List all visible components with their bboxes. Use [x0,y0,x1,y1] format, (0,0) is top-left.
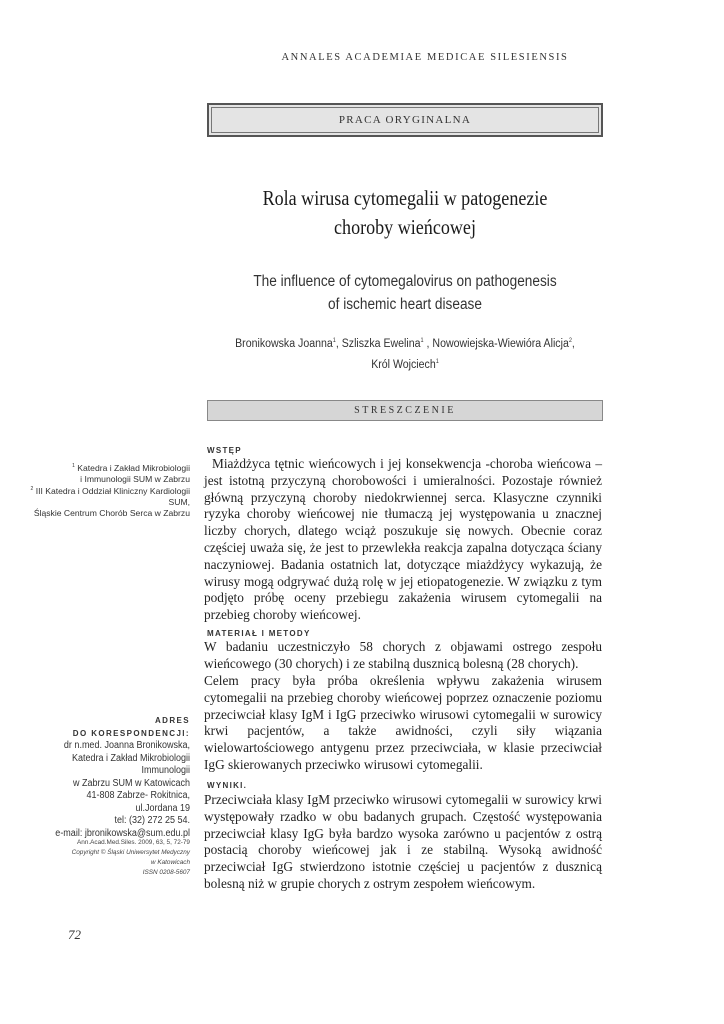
author-affiliation-sup: 2 [568,338,572,344]
affiliation-line: III Katedra i Oddział Kliniczny Kardiologii [35,486,190,497]
affiliation-line: SUM, [168,497,190,508]
page-number: 72 [68,927,81,942]
author-affiliation-sup: 1 [420,338,424,344]
section-heading-results: WYNIKI. [207,781,248,790]
correspondence-block [20,715,190,840]
article-title-en [231,270,579,316]
author-affiliation-sup: 1 [435,358,439,365]
author-name: Szliszka Ewelina [341,337,421,350]
citation-block [20,838,190,878]
correspondence-heading [20,715,190,740]
affiliations [20,461,190,519]
correspondence-line: dr n.med. Joanna Bronikowska, [63,740,190,751]
affiliation-1 [20,461,190,484]
affiliation-sup: 1 [72,463,75,469]
article-type: PRACA ORYGINALNA [211,107,599,133]
citation-copyright: w Katowicach [150,859,190,866]
title-pl-line-2: choroby wieńcowej [334,215,476,239]
correspondence-address [37,740,190,840]
citation-copyright: Copyright © Śląski Uniwersytet Medyczny [71,849,190,856]
section-paragraph: Celem pracy była próba określenia wpływu zakażenia wirusem cytomegalii na przebieg choroby wieńcowej poprzez oznaczenie poziomu przeciwciał klasy IgM i IgG przeciwko wirusowi cytomegalii w surowicy krwi pacjentów, a także awidności, czyli siły wiązania wielowartościowego antygenu przez przeciwciała, w klasie przeciwciał IgG skierowanych przeciwko wirusowi cytomegalii. [204,673,602,772]
section-heading-methods: MATERIAŁ I METODY [207,629,311,638]
correspondence-line: Katedra i Zakład Mikrobiologii Immunologii [71,752,190,776]
section-paragraph: W badaniu uczestniczyło 58 chorych z objawami ostrego zespołu wieńcowego (30 chorych) i ze stabilną dusznicą bolesną (28 chorych). [204,639,602,671]
section-paragraph: Przeciwciała klasy IgM przeciwko wirusowi cytomegalii w surowicy krwi występowały rzadko w obu badanych grupach. Częstość występowania przeciwciał klasy IgG była bardzo wysoka zarówno u pacjentów z ostrą postacią choroby wieńcowej jak i ze stabilną. Wysoką awidność przeciwciał IgG stwierdzono istotnie częściej u pacjentów z dusznicą bolesną niż w grupie chorych z ostrym zespołem wieńcowym. [204,792,602,891]
affiliation-line: i Immunologii SUM w Zabrzu [80,473,190,484]
article-type-box [207,103,603,137]
affiliation-sup: 2 [30,486,34,493]
correspondence-line: tel: (32) 272 25 54. [114,815,190,826]
affiliation-2 [20,484,190,518]
article-title-pl [235,184,576,242]
correspondence-email[interactable]: e-mail: jbronikowska@sum.edu.pl [55,827,190,839]
title-en-line-2: of ischemic heart disease [328,296,482,313]
citation-ref: Ann.Acad.Med.Siles. 2009, 63, 5, 72-79 [77,839,190,846]
affiliation-line: Katedra i Zakład Mikrobiologii [77,462,190,473]
title-pl-line-1: Rola wirusa cytomegalii w patogenezie [262,186,548,210]
abstract-header: STRESZCZENIE [207,400,603,421]
correspondence-heading-line: ADRES [154,716,190,725]
journal-title: ANNALES ACADEMIAE MEDICAE SILESIENSIS [281,52,569,63]
section-paragraph: Miażdżyca tętnic wieńcowych i jej konsekwencja -choroba wieńcowa – jest istotną przyczyną chorobowości i umieralności. Pozostaje również główną przyczyną choroby niedokrwiennej serca. Klasyczne czynniki ryzyka choroby wieńcowej nie tłumaczą jej występowania u znacznej liczby chorych, dlatego wciąż poszukuje się nowych. Obecnie coraz częściej uważa się, że jest to przewlekła reakcja zapalna dotycząca ściany naczyniowej. Badania ostatnich lat, dotyczące miażdżycy wykazują, że wirusy mogą odgrywać dużą rolę w jej etiopatogenezie. W związku z tym podjęto próbę oceny przebiegu zakażenia wirusem cytomegalii na przebieg choroby wieńcowej. [204,456,602,623]
title-en-line-1: The influence of cytomegalovirus on pathogenesis [253,273,557,290]
author-name: Król Wojciech [371,358,436,371]
author-list [223,332,587,374]
correspondence-heading-line: DO KORESPONDENCJI: [72,728,190,738]
author-separator: , [423,337,433,350]
correspondence-line: 41-808 Zabrze- Rokitnica, [86,790,190,801]
author-name: Bronikowska Joanna [235,337,333,350]
citation-issn: ISSN 0208-5607 [142,869,190,876]
author-separator: , [335,337,342,350]
correspondence-line: w Zabrzu SUM w Katowicach [72,777,190,789]
affiliation-line: Śląskie Centrum Chorób Serca w Zabrzu [33,507,190,518]
correspondence-line: ul.Jordana 19 [135,802,190,814]
author-name: Nowowiejska-Wiewióra Alicja [432,337,569,350]
section-heading-intro: WSTĘP [207,446,242,455]
author-affiliation-sup: 1 [332,338,336,344]
author-separator: , [571,337,575,350]
